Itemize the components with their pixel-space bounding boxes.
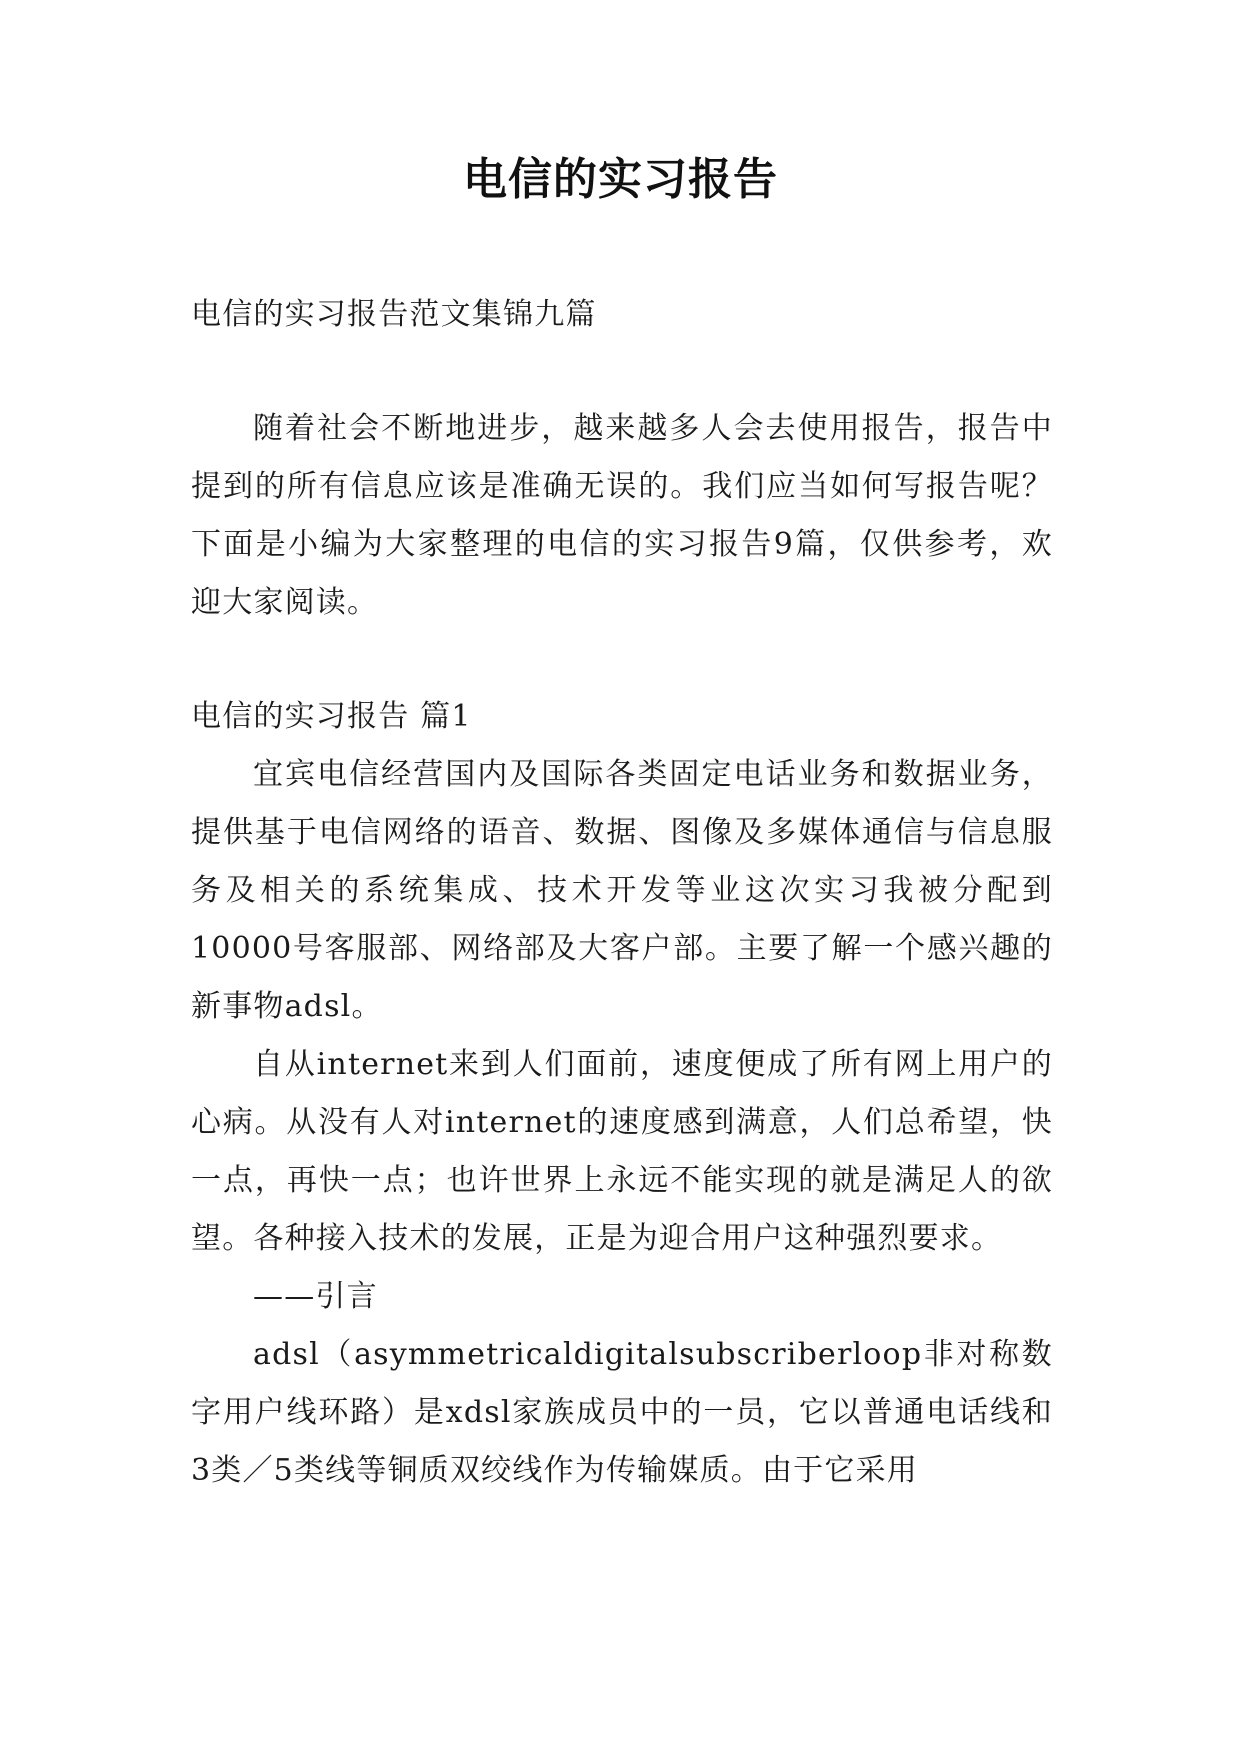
quote-attribution: ——引言: [253, 1279, 378, 1314]
body-paragraph: 自从internet来到人们面前，速度便成了所有网上用户的心病。从没有人对internet的速度感到满意，人们总希望，快一点，再快一点；也许世界上永远不能实现的就是满足人的欲望。各种接入技术的发展，正是为迎合用户这种强烈要求。: [191, 1047, 1053, 1256]
document-subtitle: 电信的实习报告范文集锦九篇: [191, 297, 597, 332]
body-paragraph: adsl（asymmetricaldigitalsubscriberloop非对称数字用户线环路）是xdsl家族成员中的一员，它以普通电话线和3类／5类线等铜质双绞线作为传输媒质。由于它采用: [191, 1337, 1053, 1488]
intro-paragraph: 随着社会不断地进步，越来越多人会去使用报告，报告中提到的所有信息应该是准确无误的。我们应当如何写报告呢？下面是小编为大家整理的电信的实习报告9篇，仅供参考，欢迎大家阅读。: [191, 411, 1053, 620]
document-body: [191, 286, 1053, 1500]
body-paragraph: 宜宾电信经营国内及国际各类固定电话业务和数据业务，提供基于电信网络的语音、数据、图像及多媒体通信与信息服务及相关的系统集成、技术开发等业这次实习我被分配到10000号客服部、网络部及大客户部。主要了解一个感兴趣的新事物adsl。: [191, 757, 1053, 1024]
document-title: 电信的实习报告: [463, 154, 778, 205]
section-heading: 电信的实习报告 篇1: [191, 699, 472, 734]
